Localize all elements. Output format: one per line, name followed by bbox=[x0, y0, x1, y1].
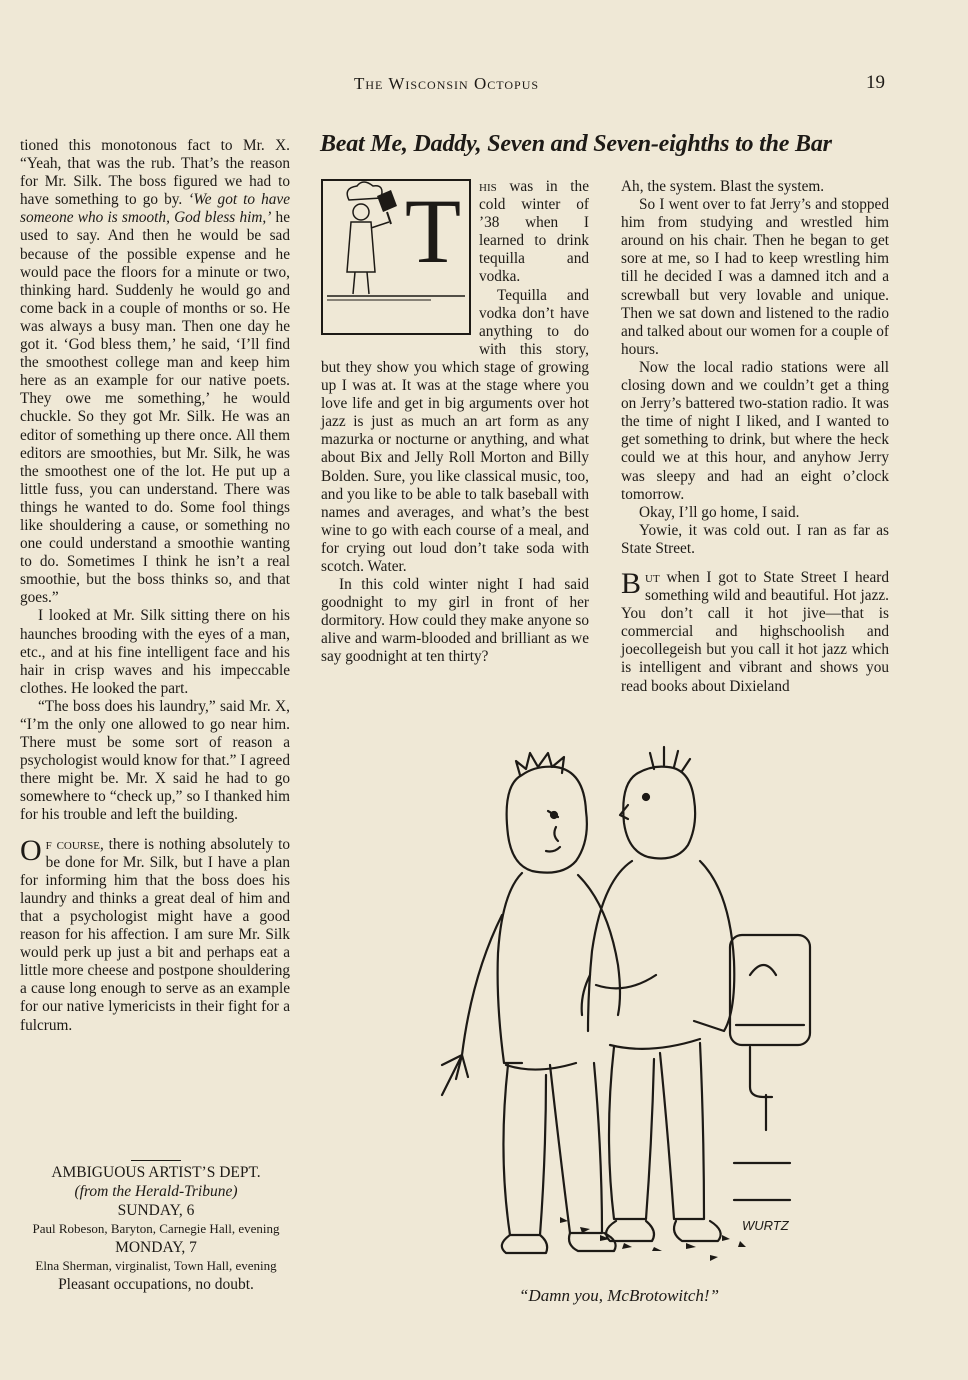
page-header bbox=[0, 70, 968, 100]
right-column bbox=[621, 178, 889, 696]
ambiguous-artist-dept bbox=[20, 1160, 292, 1294]
dept-day: SUNDAY, 6 bbox=[117, 1202, 195, 1219]
paragraph: Okay, I’ll go home, I said. bbox=[639, 503, 800, 521]
initial-letter: O bbox=[20, 833, 42, 867]
paragraph: Ah, the system. Blast the system. bbox=[621, 178, 825, 195]
running-title: The Wisconsin Octopus bbox=[354, 74, 540, 93]
dept-closing: Pleasant occupations, no doubt. bbox=[58, 1276, 254, 1293]
cartoon-caption: “Damn you, McBrotowitch!” bbox=[518, 1286, 720, 1305]
paragraph: his was in the cold winter of ’38 when I learned to drink tequilla and vodka. bbox=[479, 178, 589, 286]
quote-italic: ‘We got to have someone who is smooth, God bless him,’ bbox=[20, 191, 291, 227]
illustrated-dropcap bbox=[321, 178, 473, 338]
two-students-drawing bbox=[410, 735, 830, 1275]
dept-source: (from the Herald-Tribune) bbox=[74, 1183, 238, 1200]
page-number: 19 bbox=[866, 72, 885, 93]
paragraph: But when I got to State Street I heard something wild and beautiful. Hot jazz. You don’t call it hot jive—that is commercial and highschoolish and joecollegeish but you call it hot jazz which is intelligent and vibrant and shows you read books about Dixieland bbox=[621, 566, 889, 695]
paragraph: Now the local radio stations were all closing down and we couldn’t get a thing on Jerry’s battered two-station radio. It was the time of night I liked, and I wanted to get something to drink, but where the heck could we at this hour, and anyhow Jerry was sleepy and had an eight o’clock tomorrow. bbox=[621, 358, 889, 503]
paragraph: In this cold winter night I had said goodnight to my girl in front of her dormitory. How could they make anyone so alive and warm-blooded and brilliant as we say goodnight at ten thirty? bbox=[321, 576, 589, 666]
chef-illustration bbox=[321, 178, 473, 338]
initial-letter: B bbox=[621, 566, 642, 600]
dept-day: MONDAY, 7 bbox=[115, 1239, 197, 1256]
paragraph: Of course, there is nothing absolutely to be done for Mr. Silk, but I have a plan for informing him that the boss does his laundry and thinks a great deal of him and that a psychologist might have a good reason for his affection. I am sure Mr. Silk would perk up just a bit and perhaps eat a little more cheese and postpone shouldering a cause long enough to serve as an example for our native lymericists in their fight for a fulcrum. bbox=[20, 833, 290, 1034]
dept-listing: Paul Robeson, Baryton, Carnegie Hall, evening bbox=[32, 1221, 280, 1236]
paragraph: Yowie, it was cold out. I ran as far as State Street. bbox=[621, 521, 889, 557]
cartoon-illustration bbox=[410, 735, 830, 1275]
paragraph: I looked at Mr. Silk sitting there on his haunches brooding with the eyes of a man, etc., and at his fine intelligent face and his hair in crisp waves and his impeccable clothes. He looked the part. bbox=[20, 607, 290, 697]
dept-heading: AMBIGUOUS ARTIST’S DEPT. bbox=[51, 1164, 261, 1181]
divider bbox=[131, 1160, 181, 1161]
paragraph: tioned this monotonous fact to Mr. X. “Yeah, that was the rub. That’s the reason for Mr. Silk. The boss figured we had to have something to go by. ‘We got to have someone who is smooth, God bless him,’ he used to say. And then he would be sad because of the possible expense and he would pace the floors for a minute or two, thinking hard. Suddenly he would go and come back in a couple of months or so. He was always a busy man. Then one day he got it. ‘God bless them,’ he said, ‘I’ll find the smoothest college man and keep him here as an example for our native poets. They owe me something,’ he would chuckle. So they got Mr. Silk. He was an editor of something up there once. All them editors are smoothies, but Mr. Silk, he was the smoothest one of the lot. He put up a little fuss, you can understand. There was things he wanted to do. Some fool things like shouldering a cause, or something no one could understand a smoothie wanting to do. Sometimes I think he isn’t a real smoothie, but the boss thinks so, and that goes.” bbox=[20, 137, 291, 607]
left-column bbox=[20, 137, 290, 1035]
dropcap-letter: T bbox=[404, 180, 462, 282]
paragraph: So I went over to fat Jerry’s and stopped him from studying and wrestled him around on his chair. Then he began to get sore at me, so I had to keep wrestling him till he decided I was a damned itch and a screwball but very lovable and unique. Then we sat down and listened to the radio and talked about our women for a couple of hours. bbox=[621, 196, 889, 358]
paragraph: “The boss does his laundry,” said Mr. X, “I’m the only one allowed to go near him. There must be some sort of reason a psychologist would know for that.” I agreed there might be. Mr. X said he had to go somewhere to “check up,” so I thanked him for his trouble and left the building. bbox=[20, 697, 290, 824]
paragraph: Tequilla and vodka don’t have anything to do with this story, but they show you which stage of growing up I was at. It was at the stage where you love life and get in big arguments over hot jazz is just as much an art form as any mazurka or nocturne or anything, and what about Bix and Jelly Roll Morton and Billy Bolden. Sure, you like classical music, too, and you like to be able to talk baseball with names and averages, and what’s the best wine to go with each course of a meal, and for crying out loud don’t take soda with scotch. Water. bbox=[321, 286, 589, 575]
dept-listing: Elna Sherman, virginalist, Town Hall, evening bbox=[35, 1258, 277, 1273]
artist-signature: WURTZ bbox=[742, 1218, 789, 1233]
middle-column bbox=[321, 178, 589, 667]
article-title: Beat Me, Daddy, Seven and Seven-eighths to the Bar bbox=[320, 131, 832, 157]
